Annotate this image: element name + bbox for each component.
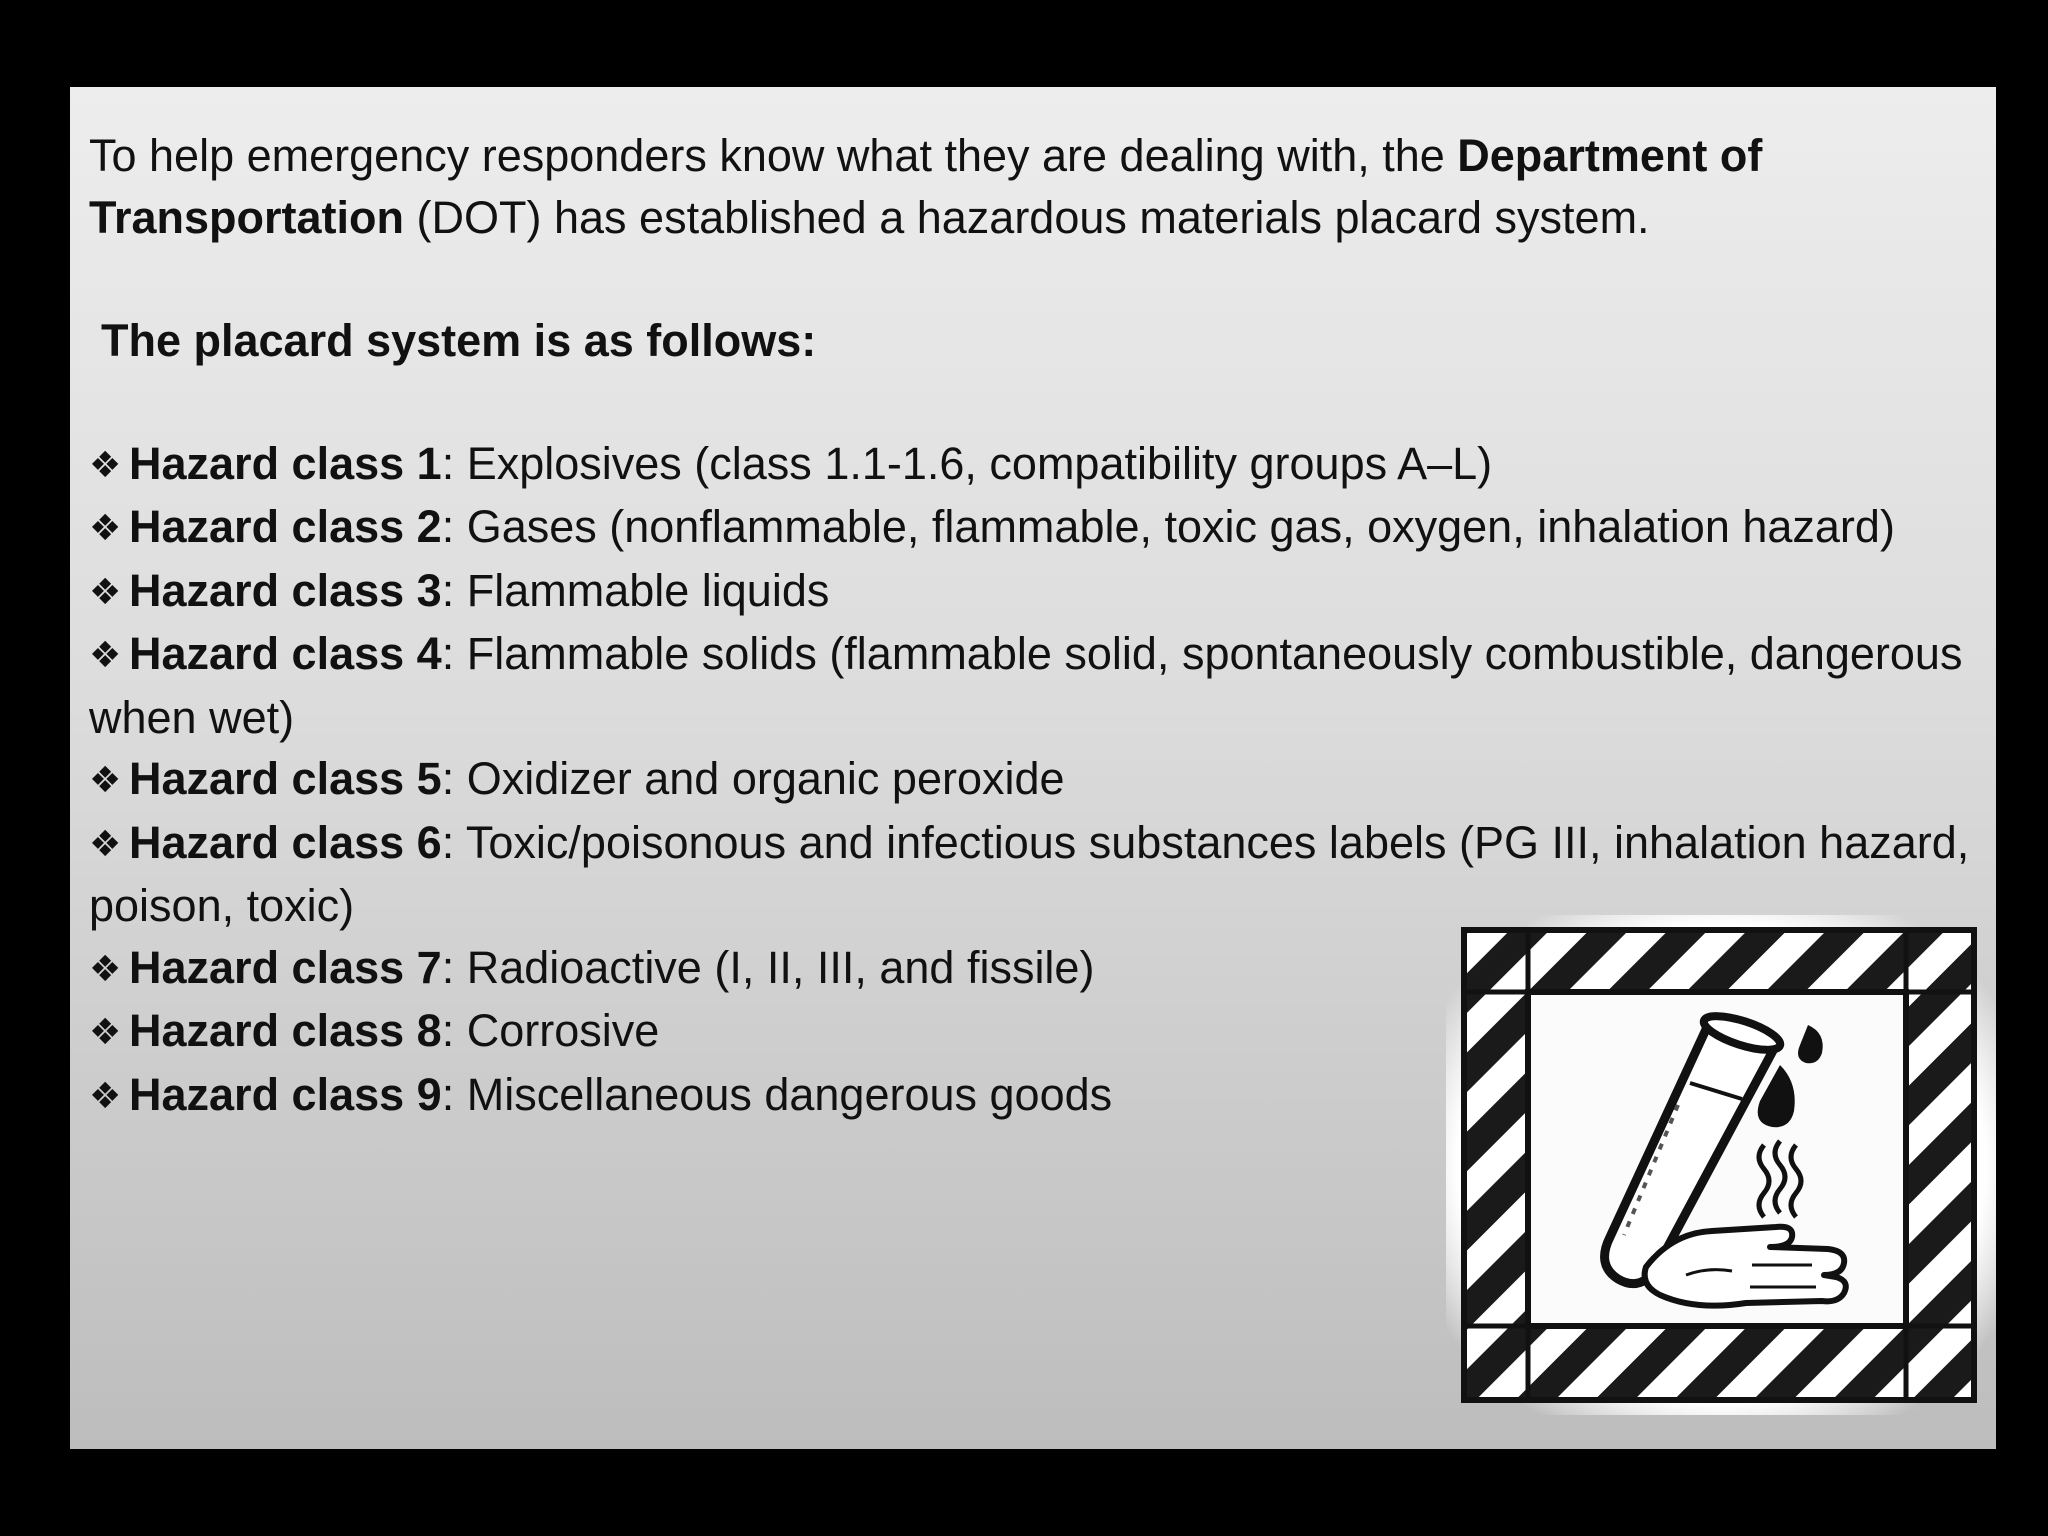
intro-text-1: To help emergency responders know what they are dealing with, the	[89, 130, 1458, 181]
diamond-fleuron-icon: ❖	[89, 1012, 122, 1053]
list-item	[89, 433, 1989, 497]
intro-bold-dot: Department of Transportation	[89, 130, 1763, 243]
list-heading	[89, 310, 1989, 372]
hazard-class-desc: : Radioactive (I, II, III, and fissile)	[441, 941, 1095, 993]
hazard-class-label: Hazard class 8	[129, 1005, 442, 1056]
diamond-fleuron-icon: ❖	[89, 760, 122, 801]
diamond-fleuron-icon: ❖	[89, 1075, 122, 1117]
hazard-stripe-frame	[1464, 930, 1974, 1400]
intro-paragraph	[89, 125, 1989, 248]
hazard-class-desc: : Oxidizer and organic peroxide	[441, 753, 1065, 804]
hazard-class-desc: : Flammable liquids	[441, 564, 830, 616]
hazard-class-desc: : Flammable solids (flammable solid, spontaneously combustible, dangerous when wet)	[89, 628, 1963, 743]
hazard-class-label: Hazard class 1	[129, 437, 442, 489]
hazard-class-desc: : Corrosive	[441, 1005, 660, 1056]
slide-panel	[70, 87, 1996, 1449]
spacer	[89, 371, 1989, 433]
list-item	[89, 623, 1989, 748]
hazard-class-desc: : Gases (nonflammable, flammable, toxic gas, oxygen, inhalation hazard)	[441, 501, 1895, 552]
hazard-class-desc: : Toxic/poisonous and infectious substances labels (PG III, inhalation hazard, poison, toxic)	[89, 816, 1970, 931]
list-item	[89, 748, 1989, 812]
diamond-fleuron-icon: ❖	[89, 635, 122, 676]
hazard-class-label: Hazard class 7	[129, 941, 442, 993]
hazard-class-label: Hazard class 9	[129, 1068, 442, 1120]
diamond-fleuron-icon: ❖	[89, 948, 122, 990]
hazard-class-label: Hazard class 6	[129, 816, 442, 868]
diamond-fleuron-icon: ❖	[89, 823, 122, 865]
hazard-class-label: Hazard class 5	[129, 753, 442, 804]
diamond-fleuron-icon: ❖	[89, 508, 122, 549]
hazard-class-label: Hazard class 2	[129, 501, 442, 552]
hazard-class-label: Hazard class 4	[129, 628, 442, 679]
hazard-class-label: Hazard class 3	[129, 564, 442, 616]
hazard-class-desc: : Explosives (class 1.1-1.6, compatibility groups A–L)	[441, 437, 1493, 489]
spacer	[89, 248, 1989, 310]
list-heading-text: The placard system is as follows:	[101, 314, 817, 366]
hazard-class-desc: : Miscellaneous dangerous goods	[441, 1068, 1113, 1120]
list-item	[89, 496, 1989, 560]
diamond-fleuron-icon: ❖	[89, 444, 122, 486]
corrosive-placard-icon	[1446, 915, 1996, 1415]
list-item	[89, 560, 1989, 624]
intro-text-2: (DOT) has established a hazardous materials placard system.	[404, 191, 1650, 243]
diamond-fleuron-icon: ❖	[89, 571, 122, 613]
